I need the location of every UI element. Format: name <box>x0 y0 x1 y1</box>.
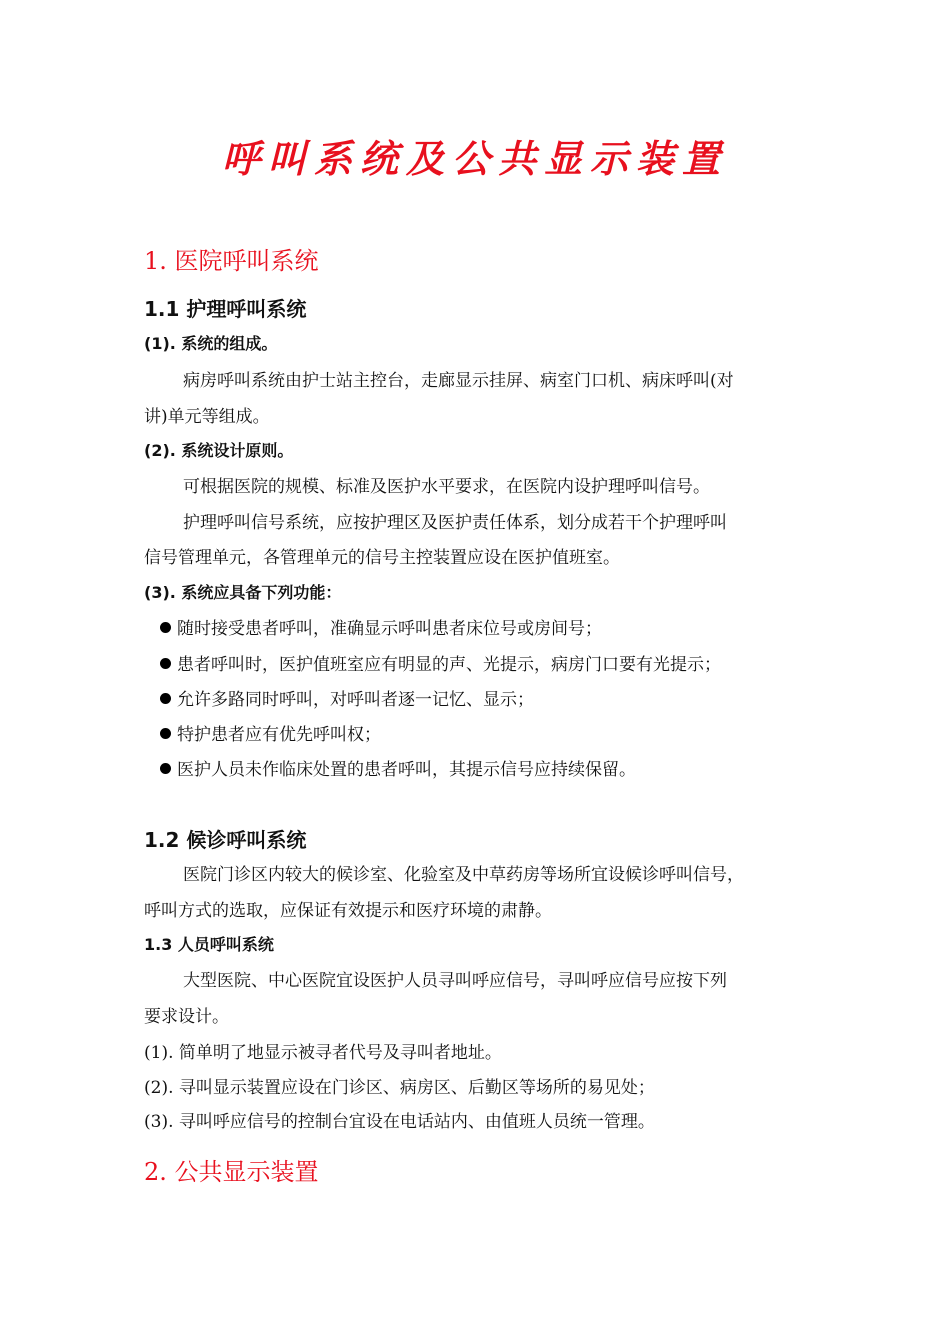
list-item: (3). 寻叫呼应信号的控制台宜设在电话站内、由值班人员统一管理。 <box>144 1112 655 1132</box>
list-item <box>160 614 602 639</box>
document-title: 呼叫系统及公共显示装置 <box>221 136 728 181</box>
bullet-icon <box>160 693 171 704</box>
item-1-heading: (1). 系统的组成。 <box>144 334 278 353</box>
list-item-text: 医护人员未作临床处置的患者呼叫，其提示信号应持续保留。 <box>177 760 636 780</box>
item-2-text-line-3: 信号管理单元，各管理单元的信号主控装置应设在医护值班室。 <box>144 548 620 568</box>
list-item <box>160 720 381 745</box>
section-1-3-text-line-1: 大型医院、中心医院宜设医护人员寻叫呼应信号，寻叫呼应信号应按下列 <box>183 971 727 991</box>
item-3-heading: (3). 系统应具备下列功能： <box>144 583 342 602</box>
list-item <box>160 650 721 675</box>
list-item <box>160 685 534 710</box>
list-item <box>160 755 636 780</box>
list-item-text: 患者呼叫时，医护值班室应有明显的声、光提示，病房门口要有光提示； <box>177 655 721 675</box>
bullet-icon <box>160 622 171 633</box>
section-1-2-heading: 1.2 候诊呼叫系统 <box>144 828 307 852</box>
list-item-text: 随时接受患者呼叫，准确显示呼叫患者床位号或房间号； <box>177 619 602 639</box>
item-1-text-line-1: 病房呼叫系统由护士站主控台，走廊显示挂屏、病室门口机、病床呼叫(对 <box>183 371 734 391</box>
item-1-text-line-2: 讲)单元等组成。 <box>144 407 270 427</box>
section-1-2-text-line-1: 医院门诊区内较大的候诊室、化验室及中草药房等场所宜设候诊呼叫信号， <box>183 865 744 885</box>
section-1-1-heading: 1.1 护理呼叫系统 <box>144 297 307 321</box>
section-1-heading: 1. 医院呼叫系统 <box>144 247 319 275</box>
item-2-text-line-1: 可根据医院的规模、标准及医护水平要求，在医院内设护理呼叫信号。 <box>183 477 710 497</box>
section-1-2-text-line-2: 呼叫方式的选取，应保证有效提示和医疗环境的肃静。 <box>144 901 552 921</box>
bullet-icon <box>160 658 171 669</box>
section-2-heading: 2. 公共显示装置 <box>144 1158 319 1186</box>
bullet-icon <box>160 763 171 774</box>
section-1-3-text-line-2: 要求设计。 <box>144 1007 229 1027</box>
item-2-heading: (2). 系统设计原则。 <box>144 441 294 460</box>
section-1-3-heading: 1.3 人员呼叫系统 <box>144 935 274 954</box>
list-item: (1). 简单明了地显示被寻者代号及寻叫者地址。 <box>144 1043 502 1063</box>
item-2-text-line-2: 护理呼叫信号系统，应按护理区及医护责任体系，划分成若干个护理呼叫 <box>183 513 727 533</box>
list-item: (2). 寻叫显示装置应设在门诊区、病房区、后勤区等场所的易见处； <box>144 1078 655 1098</box>
bullet-icon <box>160 728 171 739</box>
list-item-text: 允许多路同时呼叫，对呼叫者逐一记忆、显示； <box>177 690 534 710</box>
list-item-text: 特护患者应有优先呼叫权； <box>177 725 381 745</box>
